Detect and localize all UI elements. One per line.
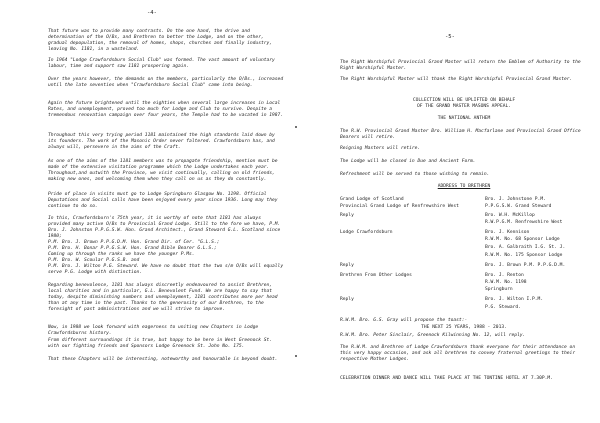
toast-speaker: R.W.M. No. 175 Sponsor Lodge (485, 253, 563, 258)
toast-proposal: R.W.M. Bro. G.S. Gray will propose the toast:- (340, 318, 468, 323)
toast-speaker: R.W.M. No. 68 Sponsor Lodge (485, 237, 560, 242)
binder-hole-mark (295, 355, 297, 357)
toast-title: Reply (340, 213, 354, 218)
toast-speaker: P.G. Steward. (485, 305, 521, 310)
address-heading: ADDRESS TO BRETHREN (437, 184, 491, 189)
history-paragraph-social-club-1964: In 1964 "Lodge Crawfordsburn Social Club" was formed. The vast amount of voluntary labour, time and support saw 1181 prospering again. (48, 58, 275, 69)
grand-master-retire-note: The R.W. Provincial Grand Master Bro. William H. Macfarlane and Provincial Grand Office Bearers will retire. (340, 129, 581, 140)
toast-title: Lodge Crawfordsburn (340, 230, 393, 235)
history-paragraph-benevolence: Regarding benevolence, 1181 has always discreetly endeavoured to assist Brethren, local charities and in particular, G.L. Benevolent Fund. We are happy to say that today, despite diminishing numbers and unemployment, 1181 contributes more per head than at any time in the past. Thanks to the generosity of our Brethren, to the foresight of past administrations and we will strive to improve. (48, 283, 278, 312)
toast-speaker: Bro. W.H. McKillop (485, 213, 535, 218)
history-paragraph-eighties: Again the future brightened until the eighties when several large increases in Local Rates, and unemployment, proved too much for Lodge and Club to survive. Despite a tremendous renovation campaign over four years, the Temple had to be vacated in 1987. (48, 101, 284, 118)
toast-speaker: R.W.P.G.M. Renfrewshire West (485, 220, 563, 225)
history-line-brown: P.M. Bro. J. Brown P.P.G.D.M. Hon. Grand Dir. of Cer. "G.L.S.; (48, 240, 220, 245)
emblem-return-note: The Right Worshipful Provincial Grand Master will return the Emblem of Authority to the Right Worshipful Master. (340, 60, 581, 71)
lodge-closing-note: The Lodge will be closed in Due and Ancient Form. (340, 159, 476, 164)
history-line-younger-pms: Coming up through the ranks we have the younger P.Ms. (48, 252, 195, 257)
thanks-note: The Right Worshipful Master will thank the Right Worshipful Provincial Grand Master. (340, 77, 573, 82)
toast-speaker: R.W.M. No. 1198 (485, 280, 527, 285)
toast-speaker: Springburn (485, 287, 513, 292)
history-paragraph-1988: Now, in 1988 we look forward with eagerness to uniting new Chapters in Lodge Crawfordsburns history. (48, 325, 259, 336)
toast-reply: R.W.M. Bro. Peter Sinclair, Greenock Kilwinning No. 12, will reply. (340, 333, 526, 338)
history-line-bonar: P.M. Bro. H. Bonar P.P.G.S.W. Hon. Grand Bible Bearer G.L.S.; (48, 246, 217, 251)
national-anthem-heading: THE NATIONAL ANTHEM (437, 116, 491, 121)
history-paragraph-springburn: Pride of place in visits must go to Lodge Springburn Glasgow No. 1198. Official Deputations and Social calls have been enjoyed every year since 1936. Long may they continue to do so. (48, 192, 278, 209)
history-paragraph-wilton: P.M. Bro. J. Wilton P.G. Steward. We have no doubt that the two s/m O/Bs will equally serve P.G. Lodge with distinction. (48, 264, 284, 275)
history-paragraph-chapters: That these Chapters will be interesting, noteworthy and honourable is beyond doubt. (48, 357, 278, 362)
toast-speaker: Bro. A. Galbraith I.G. St. J. (485, 245, 566, 250)
dinner-announcement: CELEBRATION DINNER AND DANCE WILL TAKE PLACE AT THE TONTINE HOTEL AT 7.30P.M. (340, 376, 553, 381)
toast-next-25-years: THE NEXT 25 YEARS, 1988 - 2013. (421, 325, 507, 330)
refreshment-note: Refreshment will be served to those wishing to remain. (340, 172, 490, 177)
toast-speaker: Bro. J. Brown P.M. P.P.G.D.M. (485, 263, 566, 268)
left-page-number: -4- (147, 10, 157, 16)
history-paragraph-standards: Throughout this very trying period 1181 maintained the high standards laid down by its founders. The work of the Masonic Order never faltered. Crawfordsburn has, and always will, persevere in the aims of the Craft. (48, 133, 275, 150)
masters-retire-note: Reigning Masters will retire. (340, 146, 421, 151)
history-paragraph-surroundings: From different surroundings it is true, but happy to be here in West Greenock St. with our fighting friends and Sponsors Lodge Greenock St. John No. 175. (48, 338, 273, 349)
right-page (300, 0, 600, 423)
history-paragraph-seventies: Over the years however, the demands on the members, particularly the O/Bs., increased until the late seventies when "Crawfordsburn Social Club" came into being. (48, 77, 284, 88)
toast-speaker: P.P.G.S.W. Grand Steward (485, 204, 552, 209)
binder-hole-mark (295, 126, 297, 128)
history-line-scoular: P.M. Bro. W. Scoular P.G.S.B. and (48, 258, 140, 263)
toast-title: Provincial Grand Lodge of Renfrewshire West (340, 204, 459, 209)
history-paragraph-75th-year: In this, Crawfordsburn's 75th year, it is worthy of note that 1181 has always provided many active O/Bs to Provincial Grand Lodge. Still to the fore we have, P.M. Bro. J. Johnston P.P.G.S.W. Hon. Grand Architect., Grand Steward G.L. Scotland since 1980; (48, 216, 281, 239)
right-page-number: -5- (445, 34, 455, 40)
toast-speaker: Bro. J. Wilton I.P.M. (485, 297, 544, 302)
collection-line-2: OF THE GRAND MASTER MASONS APPEAL. (416, 104, 512, 109)
history-paragraph-visitation: As one of the aims of the 1181 members was to propagate friendship, mention must be made of the extensive visitation programme which the Lodge undertakes each year. Throughout,and outwith the Province, we visit continually, calling on old friends, making new ones, and welcoming them when they call on us as they do constantly. (48, 159, 278, 182)
collection-line-1: COLLECTION WILL BE UPLIFTED ON BEHALF (412, 98, 516, 103)
toast-title: Grand Lodge of Scotland (340, 197, 404, 202)
closing-thanks-paragraph: The R.W.M. and Brethren of Lodge Crawfordsburn thank everyone for their attendance on this very happy occasion, and ask all brethren to convey fraternal greetings to their respective Mother Lodges. (340, 345, 576, 362)
toast-speaker: Bro. J. Kennison (485, 230, 530, 235)
toast-title: Reply (340, 297, 354, 302)
toast-title: Brethren From Other Lodges (340, 273, 412, 278)
toast-title: Reply (340, 263, 354, 268)
toast-speaker: Bro. J. Johnstone P.M. (485, 197, 546, 202)
history-paragraph-contrasts: That future was to provide many contrasts. On the one hand, the drive and determination of the O/Bs, and Brethren to better the Lodge, and on the other, gradual depopulation, the removal of homes, shops, churches and finally industry, leaving No. 1181, in a wasteland. (48, 29, 273, 52)
toast-speaker: Bro. J. Renton (485, 273, 524, 278)
